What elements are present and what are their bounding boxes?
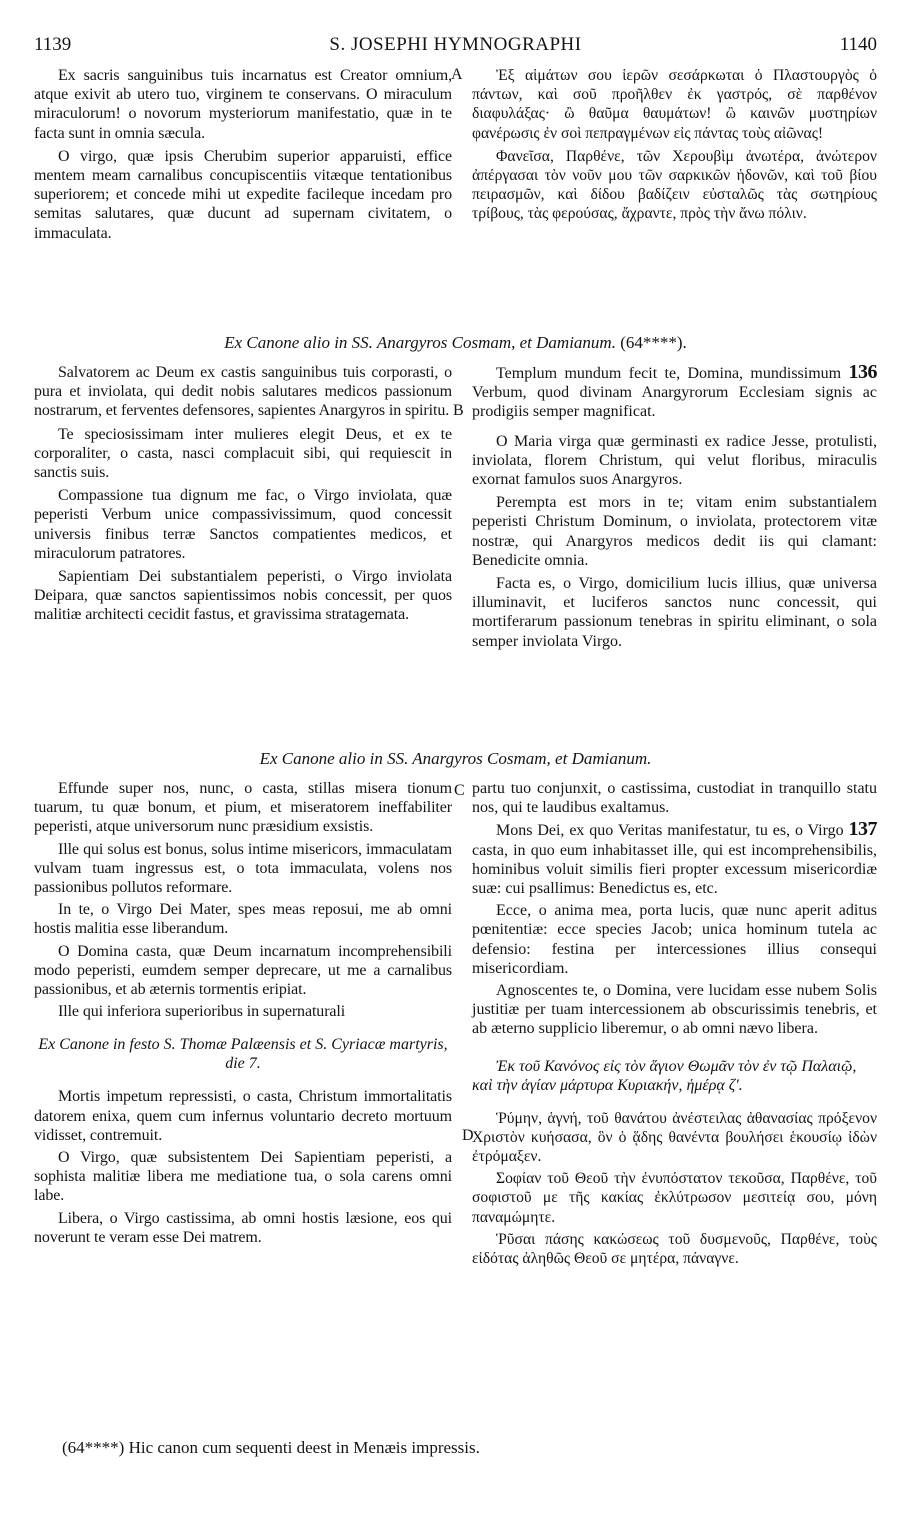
greek-column (472, 66, 877, 225)
paragraph: Ille qui inferiora superioribus in supernaturali (58, 1003, 346, 1021)
page-number-right: 1140 (839, 34, 877, 55)
paragraph: Mortis impetum repressisti, o casta, Christum immortalitatis datorem enixa, quem cum infernus voluntario decreto mortuum vidisset, contremuit. (34, 1088, 452, 1144)
section-heading (34, 333, 877, 353)
section-3 (34, 779, 877, 1429)
paragraph: Ille qui solus est bonus, solus intime misericors, immaculatam vulvam tuam ingressus est, o tota immaculata, volens nos passionibus pollutos reformare. (34, 840, 452, 897)
column-number: 137 (848, 818, 878, 841)
margin-letter: B (453, 402, 464, 419)
paragraph: Ῥῦσαι πάσης κακώσεως τοῦ δυσμενοῦς, Παρθένε, τοὺς εἰδότας ἀληθῶς Θεοῦ σε μητέρα, πάναγνε. (472, 1230, 877, 1268)
left-column (34, 363, 452, 626)
heading-text: Ex Canone alio in SS. Anargyros Cosmam, et Damianum. (224, 333, 616, 352)
paragraph: Effunde super nos, nunc, o casta, stillas misera tionum tuarum, tu quæ bonum, et pium, et miseratorem ineffabiliter peperisti, atque universorum nunc præsidium exsistis. (34, 780, 452, 836)
paragraph: O Virgo, quæ subsistentem Dei Sapientiam peperisti, a sophista malitiæ libera me mediatione tua, o sola carens omni labe. (34, 1149, 452, 1205)
paragraph (472, 820, 877, 898)
paragraph: Φανεῖσα, Παρθένε, τῶν Χερουβὶμ ἀνωτέρα, ἀνώτερον ἀπέργασαι τὸν νοῦν μου τῶν σαρκικῶν ἡδονῶν, καὶ τοῦ βίου πειρασμῶν, καὶ δίδου βαδίζειν εὐσταλῶς τὰς σωτηρίους τρίβους, τὰς φερούσας, ἄχραντε, πρὸς τὴν ἄνω πόλιν. (472, 147, 877, 223)
subsection-heading: Ἐκ τοῦ Κανόνος εἰς τὸν ἅγιον Θωμᾶν τὸν ἐν τῷ Παλαιῷ, καὶ τὴν ἁγίαν μάρτυρα Κυριακήν, ἡμέρᾳ ζ'. (472, 1057, 857, 1094)
margin-letter: C (454, 782, 465, 799)
running-title: S. JOSEPHI HYMNOGRAPHI (329, 34, 582, 55)
paragraph: Σοφίαν τοῦ Θεοῦ τὴν ἐνυπόστατον τεκοῦσα, Παρθένε, τοῦ σοφιστοῦ με τῆς κακίας ἐκλύτρωσον μεσιτείᾳ σου, μόνη παναμώμητε. (472, 1170, 877, 1226)
margin-letter: A (451, 66, 463, 83)
section-1 (34, 66, 877, 326)
paragraph: Libera, o Virgo castissima, ab omni hostis læsione, eos qui noverunt te veram esse Dei matrem. (34, 1209, 452, 1246)
text: Mons Dei, ex quo Veritas manifestatur, tu es, o Virgo (496, 822, 844, 840)
paragraph: Sapientiam Dei substantialem peperisti, o Virgo inviolata Deipara, quæ sanctos sapientissimos nobis concessit, per quos malitiæ architecti cecidit fastus, et gravissima stratagemata. (34, 568, 452, 624)
paragraph: Te speciosissimam inter mulieres elegit Deus, et ex te corporaliter, o casta, nasci complacuit sibi, qui requiescit in sanctis suis. (34, 425, 452, 482)
paragraph: Ecce, o anima mea, porta lucis, quæ nunc aperit aditus pœnitentiæ: ecce species Jacob; unica hominum tutela ac defensio: festina per intercessiones illius consequi misericordiam. (472, 902, 877, 977)
latin-column (34, 66, 452, 244)
left-column (34, 779, 452, 1248)
text: casta, in quo eum inhabitasset ille, qui est incomprehensibilis, hominibus voluit similis fieri propter excessum misericordiæ suæ: cui psallimus: Benedictus es, etc. (472, 841, 877, 898)
heading-text: Ex Canone alio in SS. Anargyros Cosmam, et Damianum. (259, 749, 652, 768)
footnote: (64****) Hic canon cum sequenti deest in Menæis impressis. (62, 1438, 480, 1457)
paragraph (472, 363, 877, 422)
footnote-marker: (64****). (620, 333, 687, 352)
margin-letter: D (462, 1127, 474, 1144)
text: Templum mundum fecit te, Domina, mundissimum (496, 365, 842, 382)
section-2 (34, 363, 877, 743)
paragraph: Ῥύμην, ἁγνή, τοῦ θανάτου ἀνέστειλας ἀθανασίας πρόξενον Χριστὸν κυήσασα, ὃν ὁ ᾅδης θανέντα βουλήσει ἑκουσίῳ ἰδὼν ἐτρόμαξεν. (472, 1109, 877, 1166)
paragraph: partu tuo conjunxit, o castissima, custodiat in tranquillo statu nos, qui te laudibus exaltamus. (472, 780, 877, 817)
page-number-left: 1139 (34, 34, 72, 55)
greek-block (472, 1109, 877, 1269)
paragraph: Facta es, o Virgo, domicilium lucis illius, quæ universa illuminavit, et luciferos sanctos nunc concessit, qui mortiferarum passionum tenebras in spiritu eliminant, o sola semper inviolata Virgo. (472, 575, 877, 650)
paragraph: Salvatorem ac Deum ex castis sanguinibus tuis corporasti, o pura et inviolata, qui dedit nobis salutares medicos passionum nostrarum, et ferventes defensores, sapientes Anargyros in spiritu. (34, 364, 452, 420)
subsection-heading: Ex Canone in festo S. Thomæ Palæensis et S. Cyriacæ martyris, die 7. (38, 1036, 448, 1073)
paragraph: O virgo, quæ ipsis Cherubim superior apparuisti, effice mentem meam carnalibus concupiscentiis vitæque tentationibus superiorem; et concede mihi ut expedite facileque incedam pro semitas salutares, quæ ducunt ad supernam civitatem, o immaculata. (34, 147, 452, 242)
paragraph: In te, o Virgo Dei Mater, spes meas reposui, me ab omni hostis malitia esse liberandum. (34, 901, 452, 938)
paragraph: Agnoscentes te, o Domina, vere lucidam esse nubem Solis justitiæ per tuam intercessionem ab obscurissimis tenebris, et ab æterno supplicio liberemur, o ab omni nævo libera. (472, 982, 877, 1038)
right-column (472, 779, 877, 1269)
paragraph: O Domina casta, quæ Deum incarnatum incomprehensibili modo peperisti, eumdem semper deprecare, ut me a carnalibus passionibus, et ab æternis tormentis eripiat. (34, 942, 452, 999)
section-heading (34, 749, 877, 769)
running-header (34, 34, 877, 58)
right-column (472, 363, 877, 652)
text: Verbum, quod divinam Anargyrorum Ecclesiam signis ac prodigiis semper magnificat. (472, 384, 877, 421)
paragraph: Perempta est mors in te; vitam enim substantialem peperisti Christum Dominum, o inviolata, protectorem vitæ nostræ, qui Anargyros medicos dedit iis qui clamant: Benedicite omnia. (472, 494, 877, 569)
paragraph: Compassione tua dignum me fac, o Virgo inviolata, quæ peperisti Verbum unice compassivissimum, quod concessit universis finibus terræ Sanctos compatientes medicos, et miraculorum patratores. (34, 487, 452, 562)
paragraph: Ἐξ αἱμάτων σου ἱερῶν σεσάρκωται ὁ Πλαστουργὸς ὁ πάντων, καὶ σοῦ προῆλθεν ἐκ γαστρός, σὲ παρθένον διαφυλάξας· ὢ θαῦμα θαυμάτων! ὢ καινῶν μυστηρίων φανέρωσις ἐν σοὶ πεπραγμένων εἰς πάντας τοὺς αἰῶνας! (472, 67, 877, 142)
column-number: 136 (848, 361, 877, 383)
paragraph: Ex sacris sanguinibus tuis incarnatus est Creator omnium, atque exivit ab utero tuo, virginem te conservans. O miraculum miraculorum! o novorum mysteriorum manifestatio, quæ in te facta sunt in omnia sæcula. (34, 67, 452, 142)
paragraph: O Maria virga quæ germinasti ex radice Jesse, protulisti, inviolata, florem Christum, qui velut floribus, miraculis exornat famulos suos Anargyros. (472, 432, 877, 489)
